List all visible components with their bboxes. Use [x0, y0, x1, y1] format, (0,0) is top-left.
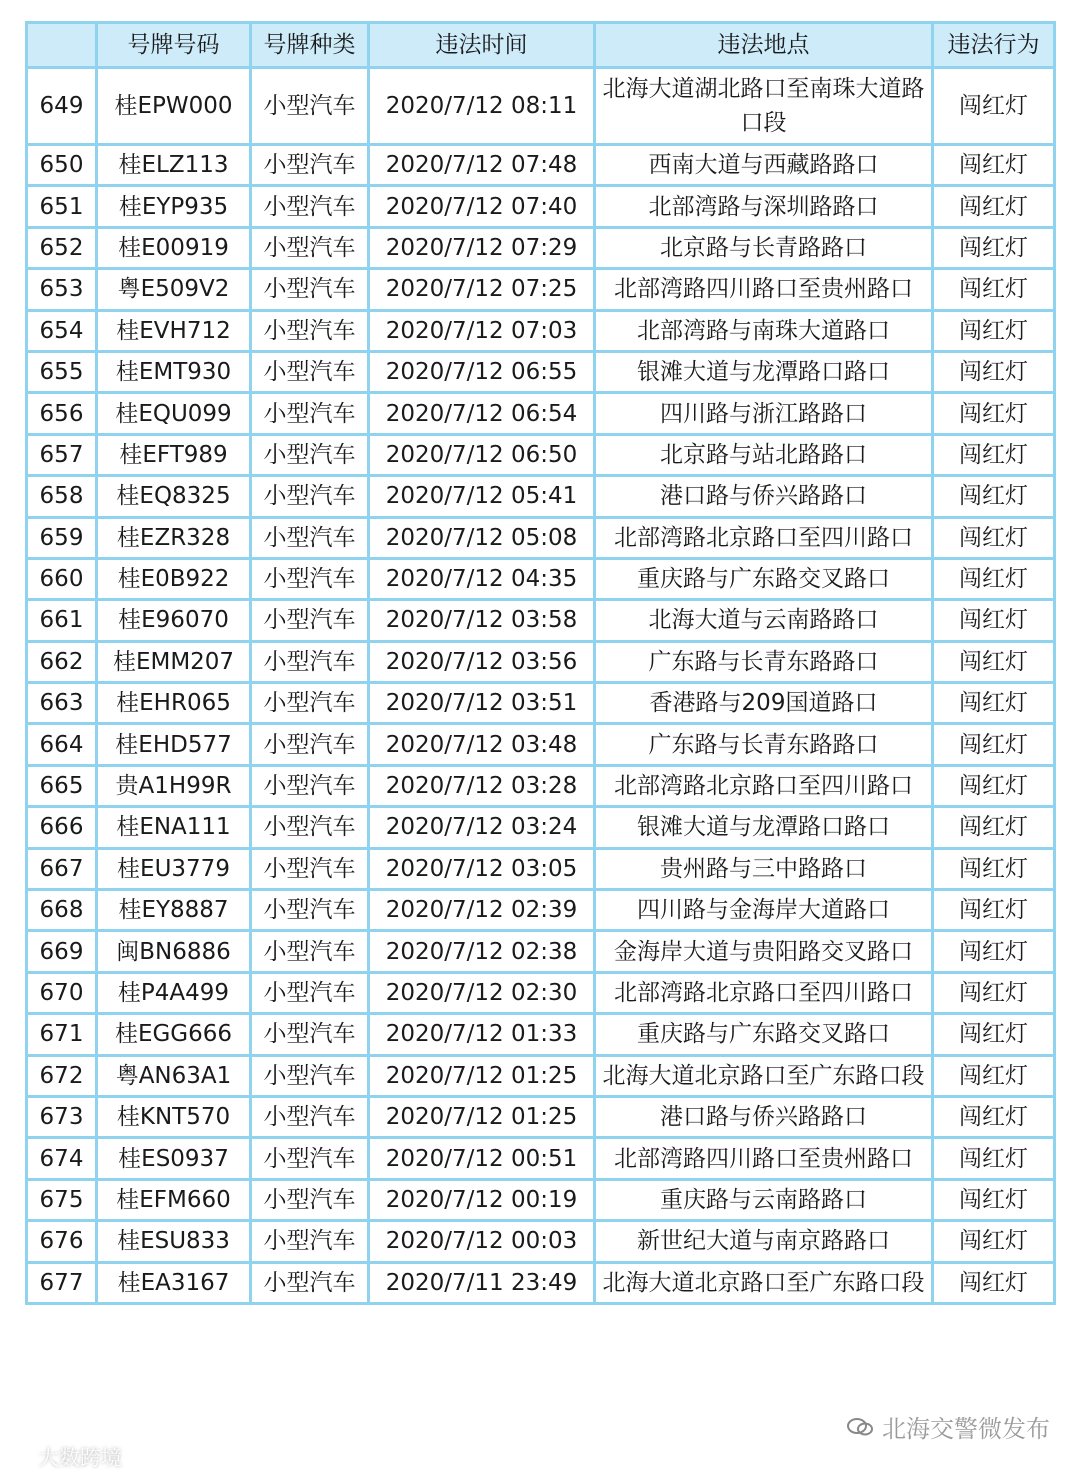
violation-time: 2020/7/11 23:49: [369, 1262, 595, 1303]
violation-behavior: 闯红灯: [933, 641, 1055, 682]
violation-behavior: 闯红灯: [933, 683, 1055, 724]
violation-time: 2020/7/12 03:58: [369, 600, 595, 641]
violation-time: 2020/7/12 00:19: [369, 1179, 595, 1220]
row-index: 659: [27, 517, 97, 558]
plate-type: 小型汽车: [251, 227, 369, 268]
violation-time: 2020/7/12 03:28: [369, 765, 595, 806]
plate-number: 桂EQ8325: [97, 476, 251, 517]
plate-type: 小型汽车: [251, 1014, 369, 1055]
violation-location: 四川路与金海岸大道路口: [595, 890, 933, 931]
plate-type: 小型汽车: [251, 476, 369, 517]
plate-number: 桂EQU099: [97, 393, 251, 434]
violation-location: 重庆路与广东路交叉路口: [595, 558, 933, 599]
row-index: 654: [27, 310, 97, 351]
violation-time: 2020/7/12 06:54: [369, 393, 595, 434]
row-index: 677: [27, 1262, 97, 1303]
violation-behavior: 闯红灯: [933, 765, 1055, 806]
violation-time: 2020/7/12 05:08: [369, 517, 595, 558]
violation-location: 银滩大道与龙潭路口路口: [595, 351, 933, 392]
plate-number: 桂EHD577: [97, 724, 251, 765]
plate-type: 小型汽车: [251, 848, 369, 889]
violation-table-container: [25, 21, 1053, 1305]
header-plate-number: 号牌号码: [97, 23, 251, 68]
violation-time: 2020/7/12 03:51: [369, 683, 595, 724]
violation-location: 北海大道北京路口至广东路口段: [595, 1262, 933, 1303]
violation-behavior: 闯红灯: [933, 145, 1055, 186]
plate-number: 桂ES0937: [97, 1138, 251, 1179]
violation-location: 北海大道与云南路路口: [595, 600, 933, 641]
violation-location: 四川路与浙江路路口: [595, 393, 933, 434]
plate-type: 小型汽车: [251, 434, 369, 475]
violation-behavior: 闯红灯: [933, 931, 1055, 972]
violation-time: 2020/7/12 02:38: [369, 931, 595, 972]
violation-behavior: 闯红灯: [933, 434, 1055, 475]
plate-type: 小型汽车: [251, 807, 369, 848]
header-index: [27, 23, 97, 68]
plate-number: 桂EMM207: [97, 641, 251, 682]
plate-number: 桂ELZ113: [97, 145, 251, 186]
plate-type: 小型汽车: [251, 68, 369, 145]
plate-type: 小型汽车: [251, 351, 369, 392]
plate-type: 小型汽车: [251, 558, 369, 599]
plate-number: 桂E0B922: [97, 558, 251, 599]
row-index: 665: [27, 765, 97, 806]
violation-behavior: 闯红灯: [933, 476, 1055, 517]
brand-logo-icon: [6, 1446, 34, 1468]
violation-time: 2020/7/12 06:55: [369, 351, 595, 392]
header-violation-time: 违法时间: [369, 23, 595, 68]
row-index: 671: [27, 1014, 97, 1055]
watermark-left: [6, 1442, 122, 1472]
violation-location: 北部湾路与南珠大道路口: [595, 310, 933, 351]
table-row: [27, 145, 1055, 186]
plate-number: 桂EFM660: [97, 1179, 251, 1220]
violation-behavior: 闯红灯: [933, 1055, 1055, 1096]
row-index: 666: [27, 807, 97, 848]
violation-table: [25, 21, 1056, 1305]
table-row: [27, 434, 1055, 475]
plate-type: 小型汽车: [251, 600, 369, 641]
violation-location: 北海大道北京路口至广东路口段: [595, 1055, 933, 1096]
violation-location: 北海大道湖北路口至南珠大道路口段: [595, 68, 933, 145]
violation-time: 2020/7/12 07:40: [369, 186, 595, 227]
plate-type: 小型汽车: [251, 310, 369, 351]
row-index: 649: [27, 68, 97, 145]
violation-behavior: 闯红灯: [933, 517, 1055, 558]
violation-behavior: 闯红灯: [933, 1014, 1055, 1055]
plate-number: 桂EHR065: [97, 683, 251, 724]
plate-number: 桂EA3167: [97, 1262, 251, 1303]
table-row: [27, 931, 1055, 972]
plate-number: 桂KNT570: [97, 1096, 251, 1137]
violation-location: 香港路与209国道路口: [595, 683, 933, 724]
row-index: 660: [27, 558, 97, 599]
row-index: 655: [27, 351, 97, 392]
table-row: [27, 1138, 1055, 1179]
plate-type: 小型汽车: [251, 1221, 369, 1262]
violation-behavior: 闯红灯: [933, 890, 1055, 931]
row-index: 651: [27, 186, 97, 227]
plate-type: 小型汽车: [251, 683, 369, 724]
table-row: [27, 641, 1055, 682]
plate-number: 桂ENA111: [97, 807, 251, 848]
table-row: [27, 848, 1055, 889]
table-row: [27, 1096, 1055, 1137]
plate-number: 桂EU3779: [97, 848, 251, 889]
table-row: [27, 227, 1055, 268]
table-row: [27, 683, 1055, 724]
violation-location: 广东路与长青东路路口: [595, 641, 933, 682]
row-index: 672: [27, 1055, 97, 1096]
plate-number: 桂EY8887: [97, 890, 251, 931]
plate-type: 小型汽车: [251, 641, 369, 682]
violation-behavior: 闯红灯: [933, 1221, 1055, 1262]
table-row: [27, 890, 1055, 931]
violation-time: 2020/7/12 01:25: [369, 1096, 595, 1137]
violation-behavior: 闯红灯: [933, 269, 1055, 310]
violation-behavior: 闯红灯: [933, 848, 1055, 889]
violation-location: 北部湾路与深圳路路口: [595, 186, 933, 227]
violation-location: 北部湾路四川路口至贵州路口: [595, 269, 933, 310]
row-index: 658: [27, 476, 97, 517]
violation-time: 2020/7/12 00:51: [369, 1138, 595, 1179]
violation-time: 2020/7/12 00:03: [369, 1221, 595, 1262]
table-row: [27, 269, 1055, 310]
row-index: 674: [27, 1138, 97, 1179]
violation-location: 银滩大道与龙潭路口路口: [595, 807, 933, 848]
violation-behavior: 闯红灯: [933, 1179, 1055, 1220]
violation-behavior: 闯红灯: [933, 558, 1055, 599]
plate-type: 小型汽车: [251, 890, 369, 931]
plate-type: 小型汽车: [251, 1179, 369, 1220]
plate-type: 小型汽车: [251, 145, 369, 186]
plate-number: 桂EMT930: [97, 351, 251, 392]
plate-number: 桂E96070: [97, 600, 251, 641]
row-index: 669: [27, 931, 97, 972]
plate-number: 桂EPW000: [97, 68, 251, 145]
table-row: [27, 1055, 1055, 1096]
table-row: [27, 724, 1055, 765]
violation-location: 港口路与侨兴路路口: [595, 476, 933, 517]
violation-behavior: 闯红灯: [933, 807, 1055, 848]
plate-number: 桂EGG666: [97, 1014, 251, 1055]
row-index: 656: [27, 393, 97, 434]
plate-type: 小型汽车: [251, 517, 369, 558]
table-row: [27, 1221, 1055, 1262]
violation-behavior: 闯红灯: [933, 1262, 1055, 1303]
header-plate-type: 号牌种类: [251, 23, 369, 68]
row-index: 668: [27, 890, 97, 931]
watermark-right-text: 北海交警微发布: [882, 1415, 1050, 1443]
header-violation-location: 违法地点: [595, 23, 933, 68]
violation-time: 2020/7/12 02:39: [369, 890, 595, 931]
plate-type: 小型汽车: [251, 186, 369, 227]
row-index: 676: [27, 1221, 97, 1262]
table-row: [27, 310, 1055, 351]
violation-time: 2020/7/12 03:24: [369, 807, 595, 848]
violation-location: 北部湾路北京路口至四川路口: [595, 517, 933, 558]
plate-type: 小型汽车: [251, 765, 369, 806]
violation-location: 贵州路与三中路路口: [595, 848, 933, 889]
plate-number: 闽BN6886: [97, 931, 251, 972]
table-row: [27, 600, 1055, 641]
table-row: [27, 765, 1055, 806]
plate-number: 桂EZR328: [97, 517, 251, 558]
violation-behavior: 闯红灯: [933, 393, 1055, 434]
violation-location: 北京路与站北路路口: [595, 434, 933, 475]
violation-behavior: 闯红灯: [933, 1096, 1055, 1137]
row-index: 667: [27, 848, 97, 889]
plate-number: 贵A1H99R: [97, 765, 251, 806]
row-index: 664: [27, 724, 97, 765]
header-row: [27, 23, 1055, 68]
row-index: 661: [27, 600, 97, 641]
violation-behavior: 闯红灯: [933, 724, 1055, 765]
violation-time: 2020/7/12 05:41: [369, 476, 595, 517]
violation-location: 港口路与侨兴路路口: [595, 1096, 933, 1137]
violation-location: 重庆路与广东路交叉路口: [595, 1014, 933, 1055]
plate-type: 小型汽车: [251, 724, 369, 765]
table-body: [27, 68, 1055, 1304]
row-index: 650: [27, 145, 97, 186]
table-row: [27, 351, 1055, 392]
table-row: [27, 186, 1055, 227]
violation-time: 2020/7/12 03:48: [369, 724, 595, 765]
violation-location: 金海岸大道与贵阳路交叉路口: [595, 931, 933, 972]
table-row: [27, 807, 1055, 848]
plate-number: 粤E509V2: [97, 269, 251, 310]
plate-type: 小型汽车: [251, 972, 369, 1013]
violation-behavior: 闯红灯: [933, 68, 1055, 145]
violation-time: 2020/7/12 03:05: [369, 848, 595, 889]
plate-type: 小型汽车: [251, 1262, 369, 1303]
table-row: [27, 972, 1055, 1013]
violation-time: 2020/7/12 02:30: [369, 972, 595, 1013]
wechat-icon: [846, 1416, 874, 1438]
row-index: 652: [27, 227, 97, 268]
violation-behavior: 闯红灯: [933, 186, 1055, 227]
violation-location: 西南大道与西藏路路口: [595, 145, 933, 186]
table-row: [27, 1014, 1055, 1055]
plate-type: 小型汽车: [251, 393, 369, 434]
violation-location: 重庆路与云南路路口: [595, 1179, 933, 1220]
violation-time: 2020/7/12 01:25: [369, 1055, 595, 1096]
violation-time: 2020/7/12 07:29: [369, 227, 595, 268]
violation-behavior: 闯红灯: [933, 600, 1055, 641]
violation-time: 2020/7/12 01:33: [369, 1014, 595, 1055]
table-row: [27, 558, 1055, 599]
violation-behavior: 闯红灯: [933, 351, 1055, 392]
row-index: 673: [27, 1096, 97, 1137]
row-index: 653: [27, 269, 97, 310]
table-row: [27, 476, 1055, 517]
row-index: 675: [27, 1179, 97, 1220]
violation-time: 2020/7/12 03:56: [369, 641, 595, 682]
violation-location: 北部湾路四川路口至贵州路口: [595, 1138, 933, 1179]
table-row: [27, 393, 1055, 434]
violation-behavior: 闯红灯: [933, 310, 1055, 351]
violation-time: 2020/7/12 07:48: [369, 145, 595, 186]
plate-type: 小型汽车: [251, 1138, 369, 1179]
plate-number: 桂E00919: [97, 227, 251, 268]
watermark-right: [846, 1409, 1050, 1444]
violation-location: 新世纪大道与南京路路口: [595, 1221, 933, 1262]
violation-location: 北京路与长青路路口: [595, 227, 933, 268]
violation-behavior: 闯红灯: [933, 972, 1055, 1013]
violation-behavior: 闯红灯: [933, 1138, 1055, 1179]
row-index: 663: [27, 683, 97, 724]
plate-type: 小型汽车: [251, 269, 369, 310]
violation-time: 2020/7/12 04:35: [369, 558, 595, 599]
violation-time: 2020/7/12 06:50: [369, 434, 595, 475]
plate-number: 桂P4A499: [97, 972, 251, 1013]
header-violation-behavior: 违法行为: [933, 23, 1055, 68]
plate-number: 桂EVH712: [97, 310, 251, 351]
watermark-left-text: 大数跨境: [38, 1446, 122, 1470]
plate-number: 桂EFT989: [97, 434, 251, 475]
violation-location: 广东路与长青东路路口: [595, 724, 933, 765]
plate-type: 小型汽车: [251, 931, 369, 972]
violation-time: 2020/7/12 07:03: [369, 310, 595, 351]
table-row: [27, 1179, 1055, 1220]
violation-behavior: 闯红灯: [933, 227, 1055, 268]
violation-location: 北部湾路北京路口至四川路口: [595, 765, 933, 806]
violation-location: 北部湾路北京路口至四川路口: [595, 972, 933, 1013]
table-row: [27, 517, 1055, 558]
row-index: 662: [27, 641, 97, 682]
violation-time: 2020/7/12 08:11: [369, 68, 595, 145]
row-index: 670: [27, 972, 97, 1013]
plate-number: 桂ESU833: [97, 1221, 251, 1262]
plate-number: 粤AN63A1: [97, 1055, 251, 1096]
plate-type: 小型汽车: [251, 1055, 369, 1096]
plate-number: 桂EYP935: [97, 186, 251, 227]
table-row: [27, 68, 1055, 145]
violation-time: 2020/7/12 07:25: [369, 269, 595, 310]
plate-type: 小型汽车: [251, 1096, 369, 1137]
table-row: [27, 1262, 1055, 1303]
row-index: 657: [27, 434, 97, 475]
